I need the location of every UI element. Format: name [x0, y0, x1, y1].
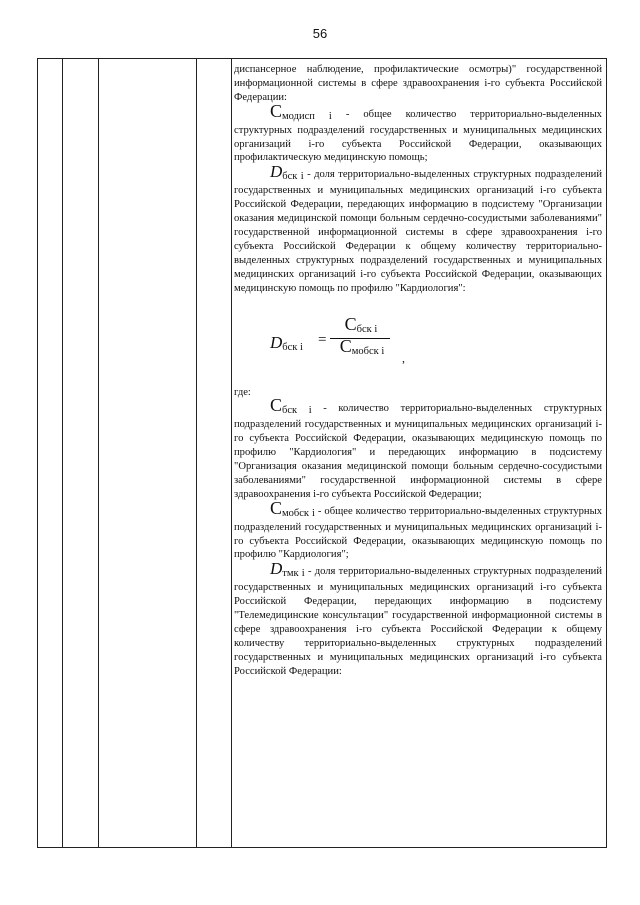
numerator-subscript: бск i	[356, 323, 378, 335]
definition-d-tmk	[234, 559, 602, 678]
document-table	[37, 58, 607, 848]
symbol-d: D	[270, 559, 283, 579]
numerator-symbol: С	[344, 313, 357, 334]
formula-d-bsk	[234, 313, 602, 378]
formula-lhs-symbol: D	[270, 332, 283, 352]
formula-lhs	[270, 332, 303, 355]
symbol-subscript: тмк i	[282, 568, 305, 580]
definition-c-modisp	[234, 100, 602, 166]
definition-d-bsk	[234, 162, 603, 295]
definition-text: - общее количество территориально-выделенных структурных подразделений государственных и муниципальных медицинских организаций i-го субъекта Российской Федерации, оказывающих профилактическую медицинскую помощь;	[234, 108, 602, 164]
symbol-subscript: мобск i	[282, 507, 315, 519]
symbol-c: С	[270, 395, 283, 416]
symbol-subscript: модисп i	[282, 110, 332, 122]
symbol-c: С	[270, 497, 283, 518]
description-cell	[234, 63, 602, 679]
symbol-d: D	[270, 162, 283, 182]
definition-c-mobsk	[234, 497, 603, 563]
formula-denominator	[332, 335, 392, 359]
paragraph-intro: диспансерное наблюдение, профилактические осмотры)" государственной информационной системы в сфере здравоохранения i-го субъекта Российской Федерации:	[234, 64, 602, 103]
column-divider	[98, 59, 99, 847]
formula-comma: ,	[402, 350, 405, 365]
column-divider	[231, 59, 232, 847]
denominator-symbol: С	[339, 335, 352, 356]
definition-text: - доля территориально-выделенных структурных подразделений государственных и муниципальных медицинских организаций i-го субъекта Российской Федерации, передающих информацию в подсистему "Организации оказания медицинской помощи больным сердечно-сосудистыми заболеваниями" государственной информационной системы в сфере здравоохранения i-го субъекта Российской Федерации к общему количеству территориально-выделенных структурных подразделений государственных и муниципальных медицинских организаций i-го субъекта Российской Федерации, оказывающих медицинскую помощь по профилю "Кардиология":	[234, 169, 603, 294]
formula-lhs-subscript: бск i	[282, 341, 303, 353]
page-number: 56	[312, 26, 328, 41]
symbol-subscript: бск i	[282, 405, 312, 417]
definition-text: - общее количество территориально-выделенных структурных подразделений государственных и муниципальных медицинских организаций i-го субъекта Российской Федерации, оказывающих медицинскую помощь по профилю "Кардиология";	[234, 505, 603, 561]
symbol-c: С	[270, 100, 283, 121]
symbol-subscript: бск i	[282, 171, 304, 183]
column-divider	[196, 59, 197, 847]
column-divider	[62, 59, 63, 847]
formula-numerator	[332, 313, 390, 337]
definition-text: - количество территориально-выделенных структурных подразделений государственных и муниципальных медицинских организаций i-го субъекта Российской Федерации, оказывающих медицинскую помощь по профилю "Кардиология" и передающих информацию в подсистему "Организация оказания медицинской помощи больным сердечно-сосудистыми заболеваниями" государственной информационной системы в сфере здравоохранения i-го субъекта Российской Федерации;	[234, 403, 602, 500]
where-label: где:	[234, 386, 251, 398]
definition-c-bsk	[234, 395, 602, 501]
denominator-subscript: мобск i	[351, 345, 385, 357]
formula-equals: =	[318, 331, 327, 348]
definition-text: - доля территориально-выделенных структурных подразделений государственных и муниципальных медицинских организаций i-го субъекта Российской Федерации, передающих информацию в подсистему "Телемедицинские консультации" государственной информационной системы в сфере здравоохранения i-го субъекта Российской Федерации к общему количеству территориально-выделенных структурных подразделений государственных и муниципальных медицинских организаций i-го субъекта Российской Федерации:	[234, 566, 602, 677]
